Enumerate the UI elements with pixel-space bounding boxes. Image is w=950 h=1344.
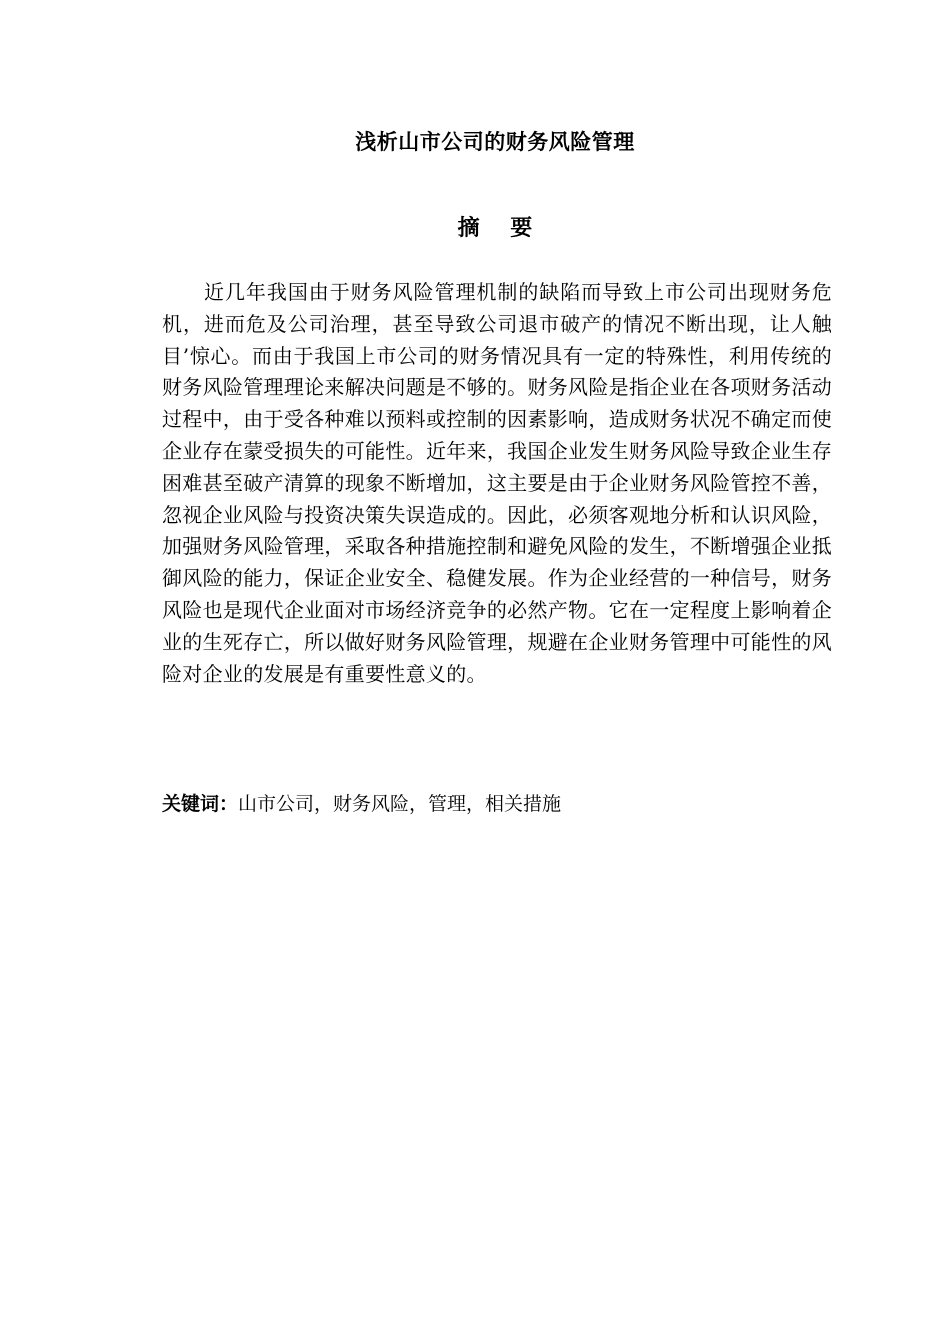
keywords-line <box>162 788 832 820</box>
keywords-text: 山市公司，财务风险，管理，相关措施 <box>238 793 562 815</box>
keywords-label: 关键词： <box>162 793 239 815</box>
document-title: 浅析山市公司的财务风险管理 <box>355 130 635 154</box>
abstract-paragraph: 近几年我国由于财务风险管理机制的缺陷而导致上市公司出现财务危机，进而危及公司治理，甚至导致公司退市破产的情况不断出现，让人触目’惊心。而由于我国上市公司的财务情况具有一定的特殊性，利用传统的财务风险管理理论来解决问题是不够的。财务风险是指企业在各项财务活动过程中，由于受各种难以预料或控制的因素影响，造成财务状况不确定而使企业存在蒙受损失的可能性。近年来，我国企业发生财务风险导致企业生存困难甚至破产清算的现象不断增加，这主要是由于企业财务风险管控不善，忽视企业风险与投资决策失误造成的。因此，必须客观地分析和认识风险，加强财务风险管理，采取各种措施控制和避免风险的发生，不断增强企业抵御风险的能力，保证企业安全、稳健发展。作为企业经营的一种信号，财务风险也是现代企业面对市场经济竞争的必然产物。它在一定程度上影响着企业的生死存亡，所以做好财务风险管理，规避在企业财务管理中可能性的风险对企业的发展是有重要性意义的。 <box>162 280 832 686</box>
abstract-heading: 摘 要 <box>457 216 533 241</box>
